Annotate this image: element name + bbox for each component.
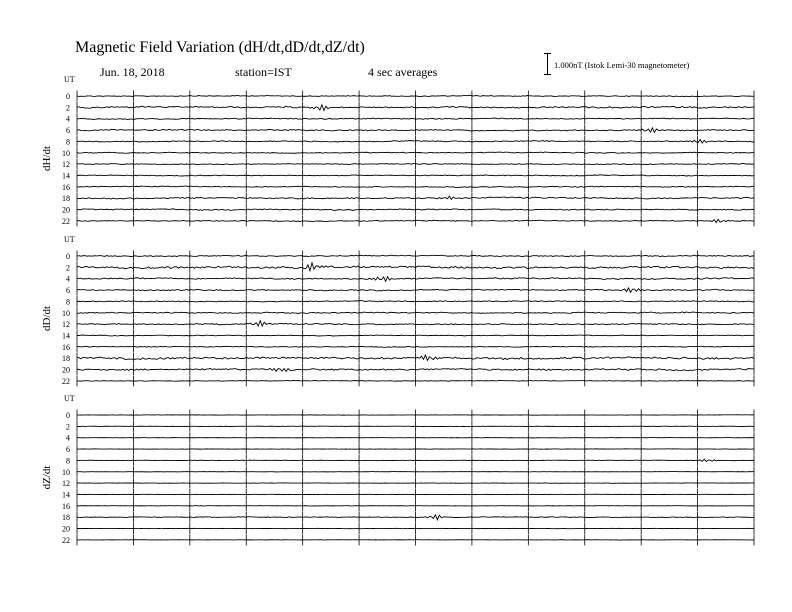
row-label: 22 (62, 216, 70, 226)
row-label: 10 (62, 308, 70, 318)
row-label: 16 (62, 182, 70, 192)
row-label: 20 (62, 205, 70, 215)
trace-line (77, 335, 754, 336)
row-label: 20 (62, 524, 70, 534)
row-label: 6 (66, 445, 70, 455)
row-label: 18 (62, 194, 70, 204)
row-label: 14 (62, 171, 70, 181)
time-axis-label: UT (64, 394, 75, 403)
panel-ylabel: dZ/dt (41, 465, 53, 490)
row-label: 2 (66, 103, 70, 113)
row-label: 22 (62, 376, 70, 386)
row-label: 8 (66, 456, 70, 466)
row-label: 4 (66, 433, 70, 443)
row-label: 12 (62, 160, 70, 170)
row-label: 12 (62, 320, 70, 330)
row-label: 10 (62, 467, 70, 477)
panel-ylabel: dH/dt (41, 145, 53, 171)
row-label: 0 (66, 252, 70, 261)
row-label: 16 (62, 501, 70, 511)
row-label: 14 (62, 331, 70, 341)
averaging-label: 4 sec averages (368, 65, 438, 79)
panel-dd-dt (41, 235, 754, 386)
panel-ylabel: dD/dt (41, 305, 53, 331)
row-label: 6 (66, 126, 70, 136)
row-label: 18 (62, 354, 70, 364)
row-label: 12 (62, 479, 70, 489)
row-label: 14 (62, 490, 70, 500)
row-label: 0 (66, 92, 70, 101)
row-label: 6 (66, 286, 70, 296)
row-label: 22 (62, 535, 70, 545)
row-label: 4 (66, 274, 70, 284)
station-label: station=IST (235, 65, 292, 79)
row-label: 16 (62, 342, 70, 352)
time-axis-label: UT (64, 235, 75, 244)
row-label: 0 (66, 411, 70, 420)
row-label: 2 (66, 263, 70, 273)
panel-dz-dt (41, 394, 754, 545)
row-label: 2 (66, 422, 70, 432)
scale-label: 1.000nT (Istok Lemi-30 magnetometer) (554, 60, 690, 70)
row-label: 10 (62, 148, 70, 158)
chart-title: Magnetic Field Variation (dH/dt,dD/dt,dZ/dt) (75, 39, 365, 56)
row-label: 4 (66, 114, 70, 124)
row-label: 8 (66, 137, 70, 147)
date-label: Jun. 18, 2018 (100, 65, 165, 79)
panel-dh-dt (41, 75, 754, 226)
time-axis-label: UT (64, 75, 75, 84)
row-label: 18 (62, 513, 70, 523)
row-label: 20 (62, 365, 70, 375)
row-label: 8 (66, 297, 70, 307)
trace-line (77, 426, 754, 427)
